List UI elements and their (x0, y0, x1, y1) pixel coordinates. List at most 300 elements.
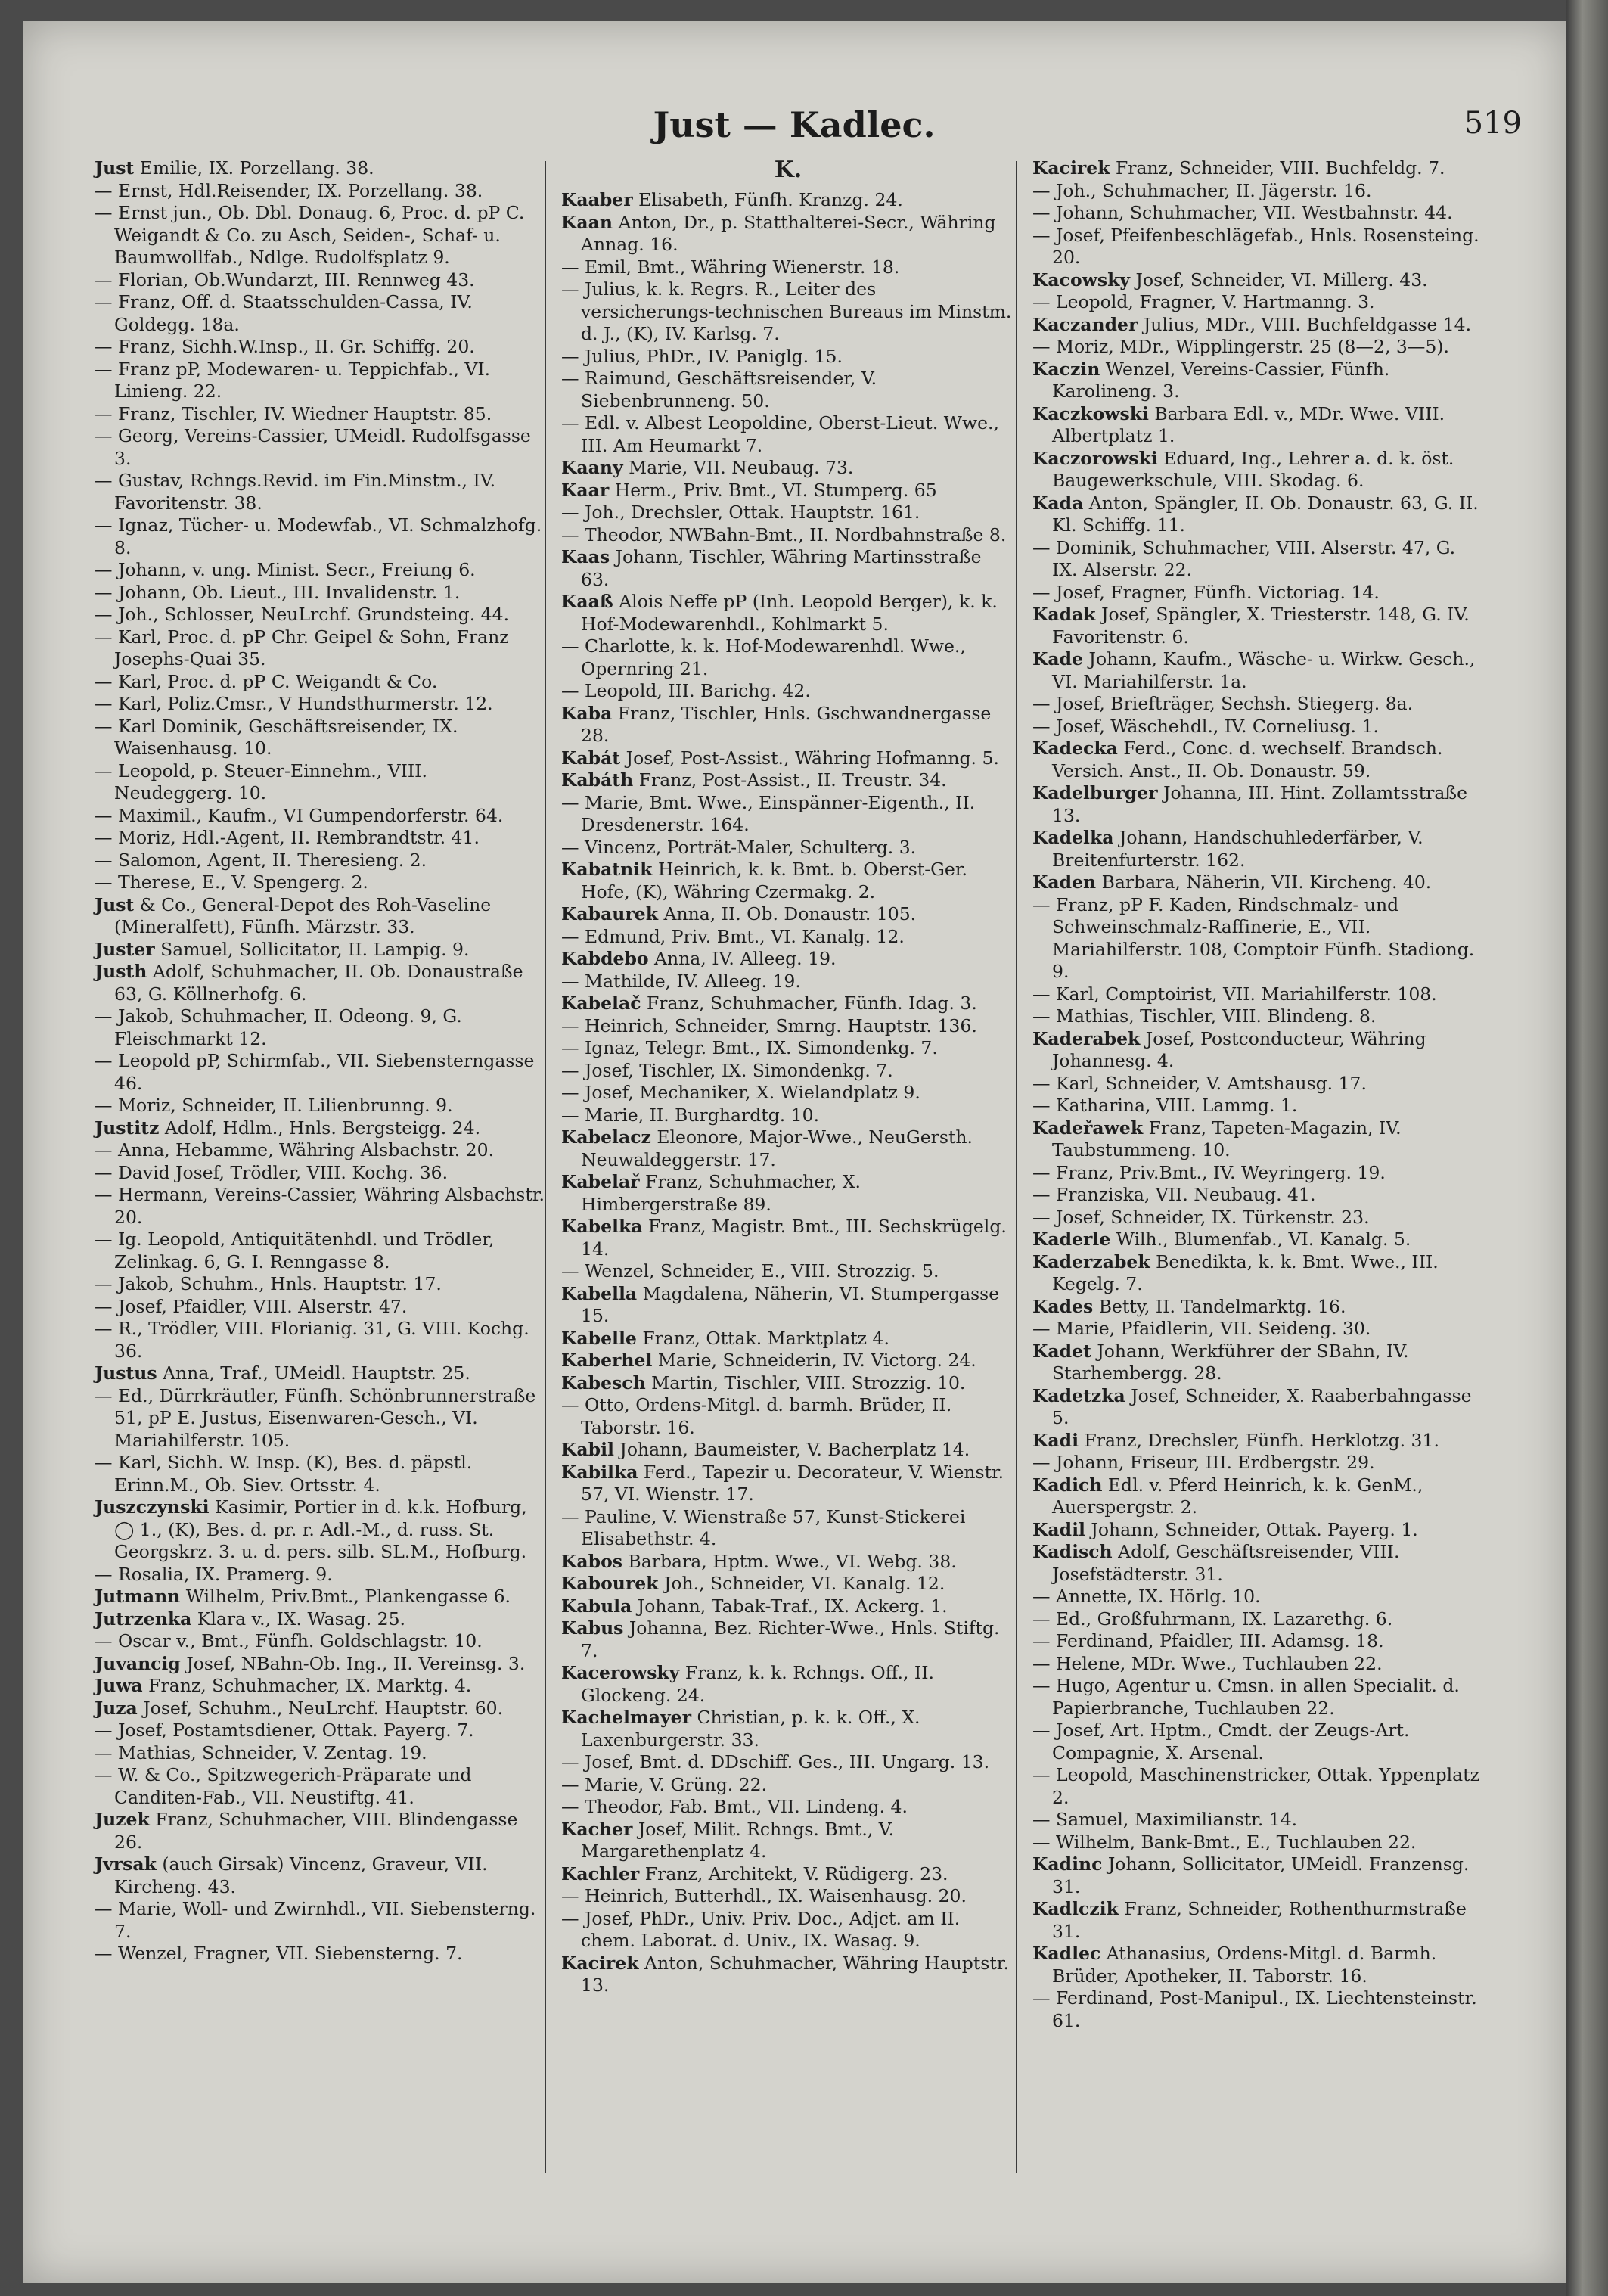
entry-details: Johanna, III. Hint. Zollamtsstraße 13. (1052, 782, 1468, 826)
directory-entry (95, 1698, 548, 1720)
directory-entry (561, 1394, 1015, 1439)
directory-entry (561, 524, 1015, 547)
directory-entry (1032, 1117, 1486, 1162)
entry-details: — Ed., Großfuhrmann, IX. Lazarethg. 6. (1032, 1608, 1393, 1630)
entry-details: Johann, Schneider, Ottak. Payerg. 1. (1085, 1518, 1418, 1540)
entry-surname: Kaderle (1032, 1229, 1111, 1250)
directory-entry (561, 1015, 1015, 1038)
directory-entry (95, 671, 548, 694)
entry-details: (auch Girsak) Vincenz, Graveur, VII. Kircheng. 43. (114, 1853, 488, 1897)
entry-surname: Kadak (1032, 604, 1096, 625)
entry-details: Klara v., IX. Wasag. 25. (191, 1608, 406, 1630)
directory-entry (95, 1385, 548, 1452)
entry-details: Franz, Schuhmacher, VIII. Blindengasse 26. (114, 1809, 518, 1853)
page-number: 519 (1464, 106, 1522, 141)
directory-entry (95, 403, 548, 426)
directory-entry (95, 1675, 548, 1698)
directory-entry (561, 1082, 1015, 1105)
directory-entry (95, 1229, 548, 1273)
entry-details: — Franz pP, Modewaren- u. Teppichfab., VI. Linieng. 22. (95, 358, 491, 402)
directory-entry (1032, 827, 1486, 871)
entry-surname: Kabdebo (561, 948, 649, 969)
directory-entry (1032, 1809, 1486, 1832)
entry-details: — Ernst jun., Ob. Dbl. Donaug. 6, Proc. d. pP C. Weigandt & Co. zu Asch, Seiden-, Schaf- u. Baumwollfab., Ndlge. Rudolfsplatz 9. (95, 202, 525, 268)
entry-details: — Oscar v., Bmt., Fünfh. Goldschlagstr. 10. (95, 1630, 483, 1651)
directory-entry (95, 1586, 548, 1608)
entry-details: Johann, Kaufm., Wäsche- u. Wirkw. Gesch., VI. Mariahilferstr. 1a. (1052, 648, 1476, 692)
entry-details: — Karl, Proc. d. pP C. Weigandt & Co. (95, 670, 438, 692)
entry-details: — Annette, IX. Hörlg. 10. (1032, 1586, 1261, 1607)
directory-entry (95, 604, 548, 626)
entry-details: — Leopold, p. Steuer-Einnehm., VIII. Neudeggerg. 10. (95, 760, 427, 803)
entry-details: — Karl Dominik, Geschäftsreisender, IX. Waisenhausg. 10. (95, 715, 458, 759)
entry-surname: Jutrzenka (95, 1608, 192, 1630)
entry-details: Anna, II. Ob. Donaustr. 105. (658, 903, 917, 924)
directory-entry (95, 336, 548, 359)
entry-details: Eduard, Ing., Lehrer a. d. k. öst. Baugewerkschule, VIII. Skodag. 6. (1052, 447, 1454, 491)
directory-entry (95, 582, 548, 604)
entry-details: — Heinrich, Butterhdl., IX. Waisenhausg. 20. (561, 1885, 967, 1906)
directory-entry (1032, 1832, 1486, 1854)
entry-details: Anna, IV. Alleeg. 19. (648, 948, 837, 969)
directory-entry (561, 680, 1015, 703)
entry-details: — Ed., Dürrkräutler, Fünfh. Schönbrunnerstraße 51, pP E. Justus, Eisenwaren-Gesch., VI. Mariahilferstr. 105. (95, 1384, 536, 1451)
entry-details: — Helene, MDr. Wwe., Tuchlauben 22. (1032, 1652, 1383, 1674)
entry-details: Franz, Drechsler, Fünfh. Herklotzg. 31. (1079, 1429, 1439, 1451)
entry-details: — Rosalia, IX. Pramerg. 9. (95, 1563, 333, 1585)
directory-entry (95, 1853, 548, 1898)
entry-surname: Jvrsak (95, 1853, 157, 1875)
directory-entry (1032, 604, 1486, 648)
entry-details: — Maximil., Kaufm., VI Gumpendorferstr. 64. (95, 804, 504, 826)
directory-entry (561, 1037, 1015, 1060)
directory-entry (95, 1564, 548, 1586)
directory-entry (1032, 1430, 1486, 1452)
directory-entry (561, 1060, 1015, 1083)
entry-surname: Kaczin (1032, 358, 1100, 380)
entry-surname: Kaaß (561, 591, 613, 612)
directory-entry (561, 1171, 1015, 1216)
entry-details: — Julius, k. k. Regrs. R., Leiter des versicherungs-technischen Bureaus im Minstm. d. J., (K), IV. Karlsg. 7. (561, 278, 1012, 344)
directory-entry (1032, 291, 1486, 314)
directory-entry (95, 269, 548, 292)
entry-surname: Kadlczik (1032, 1898, 1119, 1919)
entry-details: — Johann, v. ung. Minist. Secr., Freiung 6. (95, 559, 476, 580)
directory-entry (1032, 1095, 1486, 1117)
directory-column-2 (561, 157, 1015, 1997)
entry-details: — Katharina, VIII. Lammg. 1. (1032, 1095, 1298, 1116)
directory-entry (1032, 537, 1486, 582)
directory-entry (95, 805, 548, 828)
entry-details: Franz, Schuhmacher, Fünfh. Idag. 3. (641, 993, 977, 1014)
directory-entry (1032, 157, 1486, 180)
directory-entry (95, 1943, 548, 1965)
entry-details: — Joh., Drechsler, Ottak. Hauptstr. 161. (561, 502, 920, 523)
entry-details: — Vincenz, Porträt-Maler, Schulterg. 3. (561, 836, 917, 858)
entry-surname: Kabáth (561, 769, 634, 791)
entry-details: — Moriz, Schneider, II. Lilienbrunng. 9. (95, 1095, 453, 1116)
entry-details: Kasimir, Portier in d. k.k. Hofburg, ◯ 1., (K), Bes. d. pr. r. Adl.-M., d. russ. St. Georgskrz. 3. u. d. pers. silb. SL.M., Hofburg. (114, 1496, 527, 1562)
entry-surname: Kaan (561, 211, 613, 233)
directory-entry (1032, 225, 1486, 269)
entry-surname: Kabesch (561, 1372, 646, 1393)
entry-surname: Kabatnik (561, 859, 653, 880)
entry-details: Wenzel, Vereins-Cassier, Fünfh. Karolineng. 3. (1052, 358, 1390, 402)
entry-surname: Kada (1032, 492, 1084, 514)
entry-surname: Kadinc (1032, 1853, 1103, 1875)
directory-entry (561, 1774, 1015, 1797)
entry-details: — Wenzel, Fragner, VII. Siebensterng. 7. (95, 1943, 463, 1964)
entry-details: — Julius, PhDr., IV. Paniglg. 15. (561, 345, 843, 367)
entry-details: — Mathias, Schneider, V. Zentag. 19. (95, 1741, 427, 1763)
entry-details: Franz, Tischler, Hnls. Gschwandnergasse 28. (581, 702, 992, 746)
directory-entry (1032, 1028, 1486, 1073)
directory-entry (1032, 1229, 1486, 1251)
directory-entry (561, 769, 1015, 792)
entry-details: — Gustav, Rchngs.Revid. im Fin.Minstm., IV. Favoritenstr. 38. (95, 470, 496, 514)
directory-entry (95, 894, 548, 939)
directory-entry (1032, 336, 1486, 359)
directory-entry (95, 693, 548, 716)
directory-entry (1032, 1519, 1486, 1542)
directory-entry (561, 792, 1015, 837)
entry-details: — Joh., Schlosser, NeuLrchf. Grundsteing. 44. (95, 604, 510, 625)
entry-details: Johann, Tabak-Traf., IX. Ackerg. 1. (632, 1595, 948, 1617)
entry-details: — Josef, Bmt. d. DDschiff. Ges., III. Ungarg. 13. (561, 1751, 990, 1772)
entry-surname: Kaba (561, 702, 613, 724)
entry-details: Ferd., Conc. d. wechself. Brandsch. Versich. Anst., II. Ob. Donaustr. 59. (1052, 738, 1443, 781)
directory-entry (1032, 492, 1486, 537)
directory-entry (1032, 1541, 1486, 1586)
directory-entry (561, 948, 1015, 971)
entry-details: Johann, Sollicitator, UMeidl. Franzensg. 31. (1052, 1853, 1470, 1897)
entry-details: Josef, Post-Assist., Währing Hofmanng. 5. (620, 747, 999, 769)
entry-surname: Juster (95, 938, 155, 960)
entry-details: — Leopold, III. Barichg. 42. (561, 680, 811, 701)
directory-entry (95, 1362, 548, 1385)
entry-surname: Kaas (561, 546, 610, 567)
directory-entry (95, 1117, 548, 1140)
entry-details: — Wilhelm, Bank-Bmt., E., Tuchlauben 22. (1032, 1831, 1417, 1853)
directory-entry (95, 1139, 548, 1162)
entry-surname: Kadelburger (1032, 782, 1158, 803)
entry-details: Franz, Tapeten-Magazin, IV. Taubstummeng. 10. (1052, 1117, 1402, 1160)
directory-entry (561, 1126, 1015, 1171)
entry-details: — Marie, V. Grüng. 22. (561, 1773, 768, 1795)
entry-surname: Juza (95, 1697, 138, 1719)
entry-surname: Kaberhel (561, 1350, 653, 1371)
directory-entry (95, 1608, 548, 1631)
directory-entry (1032, 582, 1486, 604)
directory-entry (561, 1595, 1015, 1618)
entry-details: — Samuel, Maximilianstr. 14. (1032, 1809, 1298, 1830)
entry-surname: Kadecka (1032, 738, 1118, 759)
book-binding (1566, 0, 1608, 2296)
entry-details: — Mathilde, IV. Alleeg. 19. (561, 970, 801, 992)
directory-entry (95, 1496, 548, 1564)
entry-details: — Karl, Sichh. W. Insp. (K), Bes. d. päpstl. Erinn.M., Ob. Siev. Ortsstr. 4. (95, 1452, 473, 1496)
entry-surname: Kabus (561, 1617, 624, 1639)
page-header (23, 104, 1566, 150)
directory-entry (561, 189, 1015, 212)
directory-entry (1032, 983, 1486, 1006)
entry-details: Christian, p. k. k. Off., X. Laxenburgerstr. 33. (581, 1707, 920, 1751)
entry-surname: Kaderabek (1032, 1027, 1141, 1049)
entry-surname: Kadi (1032, 1429, 1079, 1451)
entry-details: Josef, Spängler, X. Triesterstr. 148, G. IV. Favoritenstr. 6. (1052, 604, 1470, 648)
entry-details: — Josef, Pfaidler, VIII. Alserstr. 47. (95, 1295, 408, 1317)
entry-details: Johann, Baumeister, V. Bacherplatz 14. (613, 1439, 970, 1460)
directory-entry (561, 903, 1015, 926)
entry-details: Eleonore, Major-Wwe., NeuGersth. Neuwaldeggerstr. 17. (581, 1126, 973, 1170)
directory-entry (1032, 871, 1486, 894)
entry-details: — Emil, Bmt., Währing Wienerstr. 18. (561, 256, 900, 278)
directory-entry (95, 1898, 548, 1943)
entry-details: — Charlotte, k. k. Hof-Modewarenhdl. Wwe., Opernring 21. (561, 635, 966, 679)
directory-entry (1032, 1162, 1486, 1185)
entry-surname: Just (95, 893, 135, 915)
directory-entry (95, 157, 548, 180)
directory-entry (95, 559, 548, 582)
directory-entry (561, 1350, 1015, 1372)
directory-entry (1032, 1318, 1486, 1341)
directory-entry (561, 1439, 1015, 1462)
entry-details: — Pauline, V. Wienstraße 57, Kunst-Stickerei Elisabethstr. 4. (561, 1505, 966, 1549)
directory-entry (561, 346, 1015, 368)
entry-details: Josef, NBahn-Ob. Ing., II. Vereinsg. 3. (180, 1652, 526, 1674)
entry-details: — Karl, Schneider, V. Amtshausg. 17. (1032, 1072, 1367, 1094)
entry-details: — Josef, Art. Hptm., Cmdt. der Zeugs-Art. Compagnie, X. Arsenal. (1032, 1720, 1410, 1763)
entry-details: — Karl, Poliz.Cmsr., V Hundsthurmerstr. 12. (95, 693, 493, 714)
entry-surname: Kades (1032, 1295, 1094, 1317)
directory-entry (561, 1863, 1015, 1886)
directory-entry (561, 546, 1015, 591)
entry-details: Adolf, Hdlm., Hnls. Bergsteigg. 24. (159, 1117, 481, 1139)
entry-details: Josef, Schuhm., NeuLrchf. Hauptstr. 60. (137, 1697, 504, 1719)
directory-entry (1032, 1341, 1486, 1385)
directory-entry (561, 1908, 1015, 1953)
entry-details: Wilh., Blumenfab., VI. Kanalg. 5. (1110, 1229, 1411, 1250)
directory-entry (1032, 1943, 1486, 1987)
entry-details: Barbara, Näherin, VII. Kircheng. 40. (1096, 871, 1432, 893)
entry-details: — David Josef, Trödler, VIII. Kochg. 36. (95, 1161, 449, 1183)
directory-entry (95, 202, 548, 269)
entry-details: Benedikta, k. k. Bmt. Wwe., III. Kegelg. 7. (1052, 1251, 1439, 1294)
entry-details: — Josef, Fragner, Fünfh. Victoriag. 14. (1032, 581, 1380, 603)
entry-surname: Kadisch (1032, 1541, 1113, 1562)
directory-entry (561, 1462, 1015, 1506)
directory-entry (1032, 782, 1486, 827)
entry-details: Julius, MDr., VIII. Buchfeldgasse 14. (1138, 313, 1472, 335)
entry-details: — Ferdinand, Post-Manipul., IX. Liechtensteinstr. 61. (1032, 1987, 1477, 2031)
entry-surname: Kaderzabek (1032, 1251, 1150, 1272)
entry-details: Josef, Schneider, X. Raaberbahngasse 5. (1052, 1384, 1472, 1428)
entry-details: — Franziska, VII. Neubaug. 41. (1032, 1184, 1316, 1205)
entry-details: Franz, Architekt, V. Rüdigerg. 23. (639, 1863, 948, 1884)
entry-details: — Heinrich, Schneider, Smrng. Hauptstr. 136. (561, 1014, 977, 1036)
directory-entry (95, 961, 548, 1005)
entry-details: — Franz, pP F. Kaden, Rindschmalz- und Schweinschmalz-Raffinerie, E., VII. Mariahilferstr. 108, Comptoir Fünfh. Stadiong. 9. (1032, 893, 1475, 982)
directory-entry (95, 939, 548, 962)
entry-surname: Kaczander (1032, 313, 1138, 335)
directory-entry (95, 1296, 548, 1319)
entry-surname: Kaczorowski (1032, 447, 1158, 469)
entry-details: Franz, Schneider, VIII. Buchfeldg. 7. (1110, 157, 1445, 179)
directory-entry (95, 291, 548, 336)
directory-entry (95, 1318, 548, 1362)
directory-entry (561, 747, 1015, 770)
entry-surname: Kadet (1032, 1340, 1091, 1362)
directory-entry (561, 1953, 1015, 1997)
entry-details: Adolf, Schuhmacher, II. Ob. Donaustraße 63, G. Köllnerhofg. 6. (114, 961, 523, 1005)
entry-details: — Johann, Schuhmacher, VII. Westbahnstr. 44. (1032, 202, 1453, 223)
entry-details: Josef, Schneider, VI. Millerg. 43. (1130, 269, 1428, 290)
entry-details: Martin, Tischler, VIII. Strozzig. 10. (645, 1372, 966, 1393)
directory-entry (561, 703, 1015, 747)
entry-surname: Kacerowsky (561, 1662, 680, 1683)
entry-details: — Wenzel, Schneider, E., VIII. Strozzig. 5. (561, 1260, 939, 1282)
directory-entry (1032, 1608, 1486, 1631)
directory-entry (95, 470, 548, 514)
entry-surname: Kadich (1032, 1474, 1103, 1496)
entry-details: Elisabeth, Fünfh. Kranzg. 24. (632, 189, 903, 210)
entry-details: Wilhelm, Priv.Bmt., Plankengasse 6. (180, 1586, 511, 1607)
entry-surname: Kabula (561, 1595, 632, 1617)
entry-details: — Hugo, Agentur u. Cmsn. in allen Specialit. d. Papierbranche, Tuchlauben 22. (1032, 1675, 1460, 1719)
directory-entry (561, 1662, 1015, 1707)
entry-surname: Kabelař (561, 1171, 640, 1192)
entry-details: — Dominik, Schuhmacher, VIII. Alserstr. 47, G. IX. Alserstr. 22. (1032, 536, 1456, 580)
entry-surname: Kachelmayer (561, 1707, 692, 1728)
directory-entry (561, 971, 1015, 993)
entry-details: Athanasius, Ordens-Mitgl. d. Barmh. Brüder, Apotheker, II. Taborstr. 16. (1052, 1943, 1437, 1987)
directory-entry (95, 1162, 548, 1185)
directory-entry (561, 1751, 1015, 1774)
entry-details: — Josef, PhDr., Univ. Priv. Doc., Adjct. am II. chem. Laborat. d. Univ., IX. Wasag. 9. (561, 1907, 961, 1951)
entry-details: — Franz, Sichh.W.Insp., II. Gr. Schiffg. 20. (95, 336, 475, 357)
entry-surname: Kabelač (561, 993, 641, 1014)
entry-details: — Josef, Mechaniker, X. Wielandplatz 9. (561, 1082, 920, 1103)
entry-details: Franz, Schuhmacher, IX. Marktg. 4. (142, 1675, 472, 1696)
directory-entry (1032, 1005, 1486, 1028)
entry-details: Barbara, Hptm. Wwe., VI. Webg. 38. (622, 1550, 957, 1572)
directory-entry (1032, 359, 1486, 403)
directory-entry (561, 457, 1015, 480)
directory-entry (1032, 1675, 1486, 1720)
directory-entry (95, 180, 548, 203)
entry-details: — Leopold, Maschinenstricker, Ottak. Yppenplatz 2. (1032, 1764, 1479, 1808)
entry-surname: Juszczynski (95, 1496, 210, 1518)
directory-entry (561, 412, 1015, 457)
entry-details: Marie, Schneiderin, IV. Victorg. 24. (652, 1350, 976, 1371)
entry-details: — Marie, II. Burghardtg. 10. (561, 1104, 820, 1126)
entry-surname: Kaar (561, 479, 610, 501)
entry-surname: Kabelle (561, 1327, 637, 1349)
entry-details: — Edl. v. Albest Leopoldine, Oberst-Lieut. Wwe., III. Am Heumarkt 7. (561, 412, 999, 456)
directory-entry (95, 1809, 548, 1853)
entry-details: — Jakob, Schuhmacher, II. Odeong. 9, G. Fleischmarkt 12. (95, 1005, 462, 1049)
directory-entry (561, 1885, 1015, 1908)
directory-entry (95, 1452, 548, 1496)
entry-details: — Leopold, Fragner, V. Hartmanng. 3. (1032, 291, 1375, 312)
entry-details: — Theodor, NWBahn-Bmt., II. Nordbahnstraße 8. (561, 524, 1007, 545)
directory-entry (95, 1653, 548, 1676)
directory-entry (1032, 1073, 1486, 1095)
entry-details: Josef, Milit. Rchngs. Bmt., V. Margarethenplatz 4. (581, 1818, 895, 1862)
section-letter: K. (774, 157, 802, 183)
entry-details: — Moriz, Hdl.-Agent, II. Rembrandtstr. 41. (95, 827, 480, 848)
directory-entry (95, 1005, 548, 1050)
directory-entry (1032, 716, 1486, 738)
entry-details: Emilie, IX. Porzellang. 38. (134, 157, 374, 179)
entry-surname: Kacirek (1032, 157, 1110, 179)
running-title: Just — Kadlec. (653, 104, 936, 145)
entry-surname: Justh (95, 961, 147, 982)
entry-details: — Johann, Friseur, III. Erdbergstr. 29. (1032, 1452, 1375, 1473)
directory-entry (95, 871, 548, 894)
entry-details: — Otto, Ordens-Mitgl. d. barmh. Brüder, II. Taborstr. 16. (561, 1394, 952, 1438)
directory-entry (1032, 1630, 1486, 1653)
entry-details: Herm., Priv. Bmt., VI. Stumperg. 65 (609, 479, 937, 501)
directory-entry (1032, 1452, 1486, 1474)
entry-details: Adolf, Geschäftsreisender, VIII. Josefstädterstr. 31. (1052, 1541, 1400, 1585)
entry-details: — Josef, Pfeifenbeschlägefab., Hnls. Rosensteing. 20. (1032, 224, 1479, 268)
entry-surname: Kabelka (561, 1216, 643, 1237)
entry-surname: Kabourek (561, 1573, 659, 1594)
entry-details: — Marie, Woll- und Zwirnhdl., VII. Siebensterng. 7. (95, 1898, 536, 1942)
entry-details: Heinrich, k. k. Bmt. b. Oberst-Ger. Hofe, (K), Währing Czermakg. 2. (581, 859, 967, 903)
entry-details: Franz, Ottak. Marktplatz 4. (636, 1327, 889, 1349)
entry-details: — Theodor, Fab. Bmt., VII. Lindeng. 4. (561, 1796, 908, 1817)
entry-surname: Kabella (561, 1282, 638, 1304)
directory-entry (561, 591, 1015, 635)
directory-entry (561, 1105, 1015, 1127)
entry-details: Magdalena, Näherin, VI. Stumpergasse 15. (581, 1282, 1000, 1326)
directory-entry (95, 514, 548, 559)
directory-entry (1032, 1653, 1486, 1676)
directory-entry (561, 926, 1015, 949)
entry-details: — Franz, Off. d. Staatsschulden-Cassa, IV. Goldegg. 18a. (95, 291, 473, 335)
entry-details: — Georg, Vereins-Cassier, UMeidl. Rudolfsgasse 3. (95, 425, 531, 469)
entry-surname: Kacirek (561, 1952, 639, 1974)
entry-details: — Jakob, Schuhm., Hnls. Hauptstr. 17. (95, 1273, 442, 1294)
directory-entry (1032, 1251, 1486, 1296)
entry-details: — Johann, Ob. Lieut., III. Invalidenstr. 1. (95, 581, 461, 603)
directory-entry (1032, 894, 1486, 983)
entry-details: Samuel, Sollicitator, II. Lampig. 9. (154, 938, 470, 960)
entry-details: — Moriz, MDr., Wipplingerstr. 25 (8—2, 3—5). (1032, 336, 1449, 357)
entry-surname: Kadlec (1032, 1943, 1101, 1964)
entry-surname: Kabelacz (561, 1126, 651, 1148)
entry-surname: Kacher (561, 1818, 633, 1840)
entry-details: — Marie, Bmt. Wwe., Einspänner-Eigenth., II. Dresdenerstr. 164. (561, 791, 976, 835)
directory-entry (95, 1720, 548, 1742)
entry-surname: Kachler (561, 1863, 640, 1884)
entry-details: — Salomon, Agent, II. Theresieng. 2. (95, 849, 427, 871)
directory-entry (95, 850, 548, 872)
entry-surname: Kaden (1032, 871, 1097, 893)
entry-details: — Karl, Comptoirist, VII. Mariahilferstr. 108. (1032, 983, 1437, 1005)
entry-surname: Juwa (95, 1675, 143, 1696)
directory-entry (1032, 314, 1486, 337)
directory-entry (95, 1764, 548, 1809)
directory-entry (95, 1050, 548, 1095)
entry-details: — Ignaz, Tücher- u. Modewfab., VI. Schmalzhofg. 8. (95, 514, 542, 558)
directory-entry (561, 993, 1015, 1015)
directory-entry (95, 827, 548, 850)
directory-column-3 (1032, 157, 1486, 2032)
directory-entry (1032, 1474, 1486, 1519)
